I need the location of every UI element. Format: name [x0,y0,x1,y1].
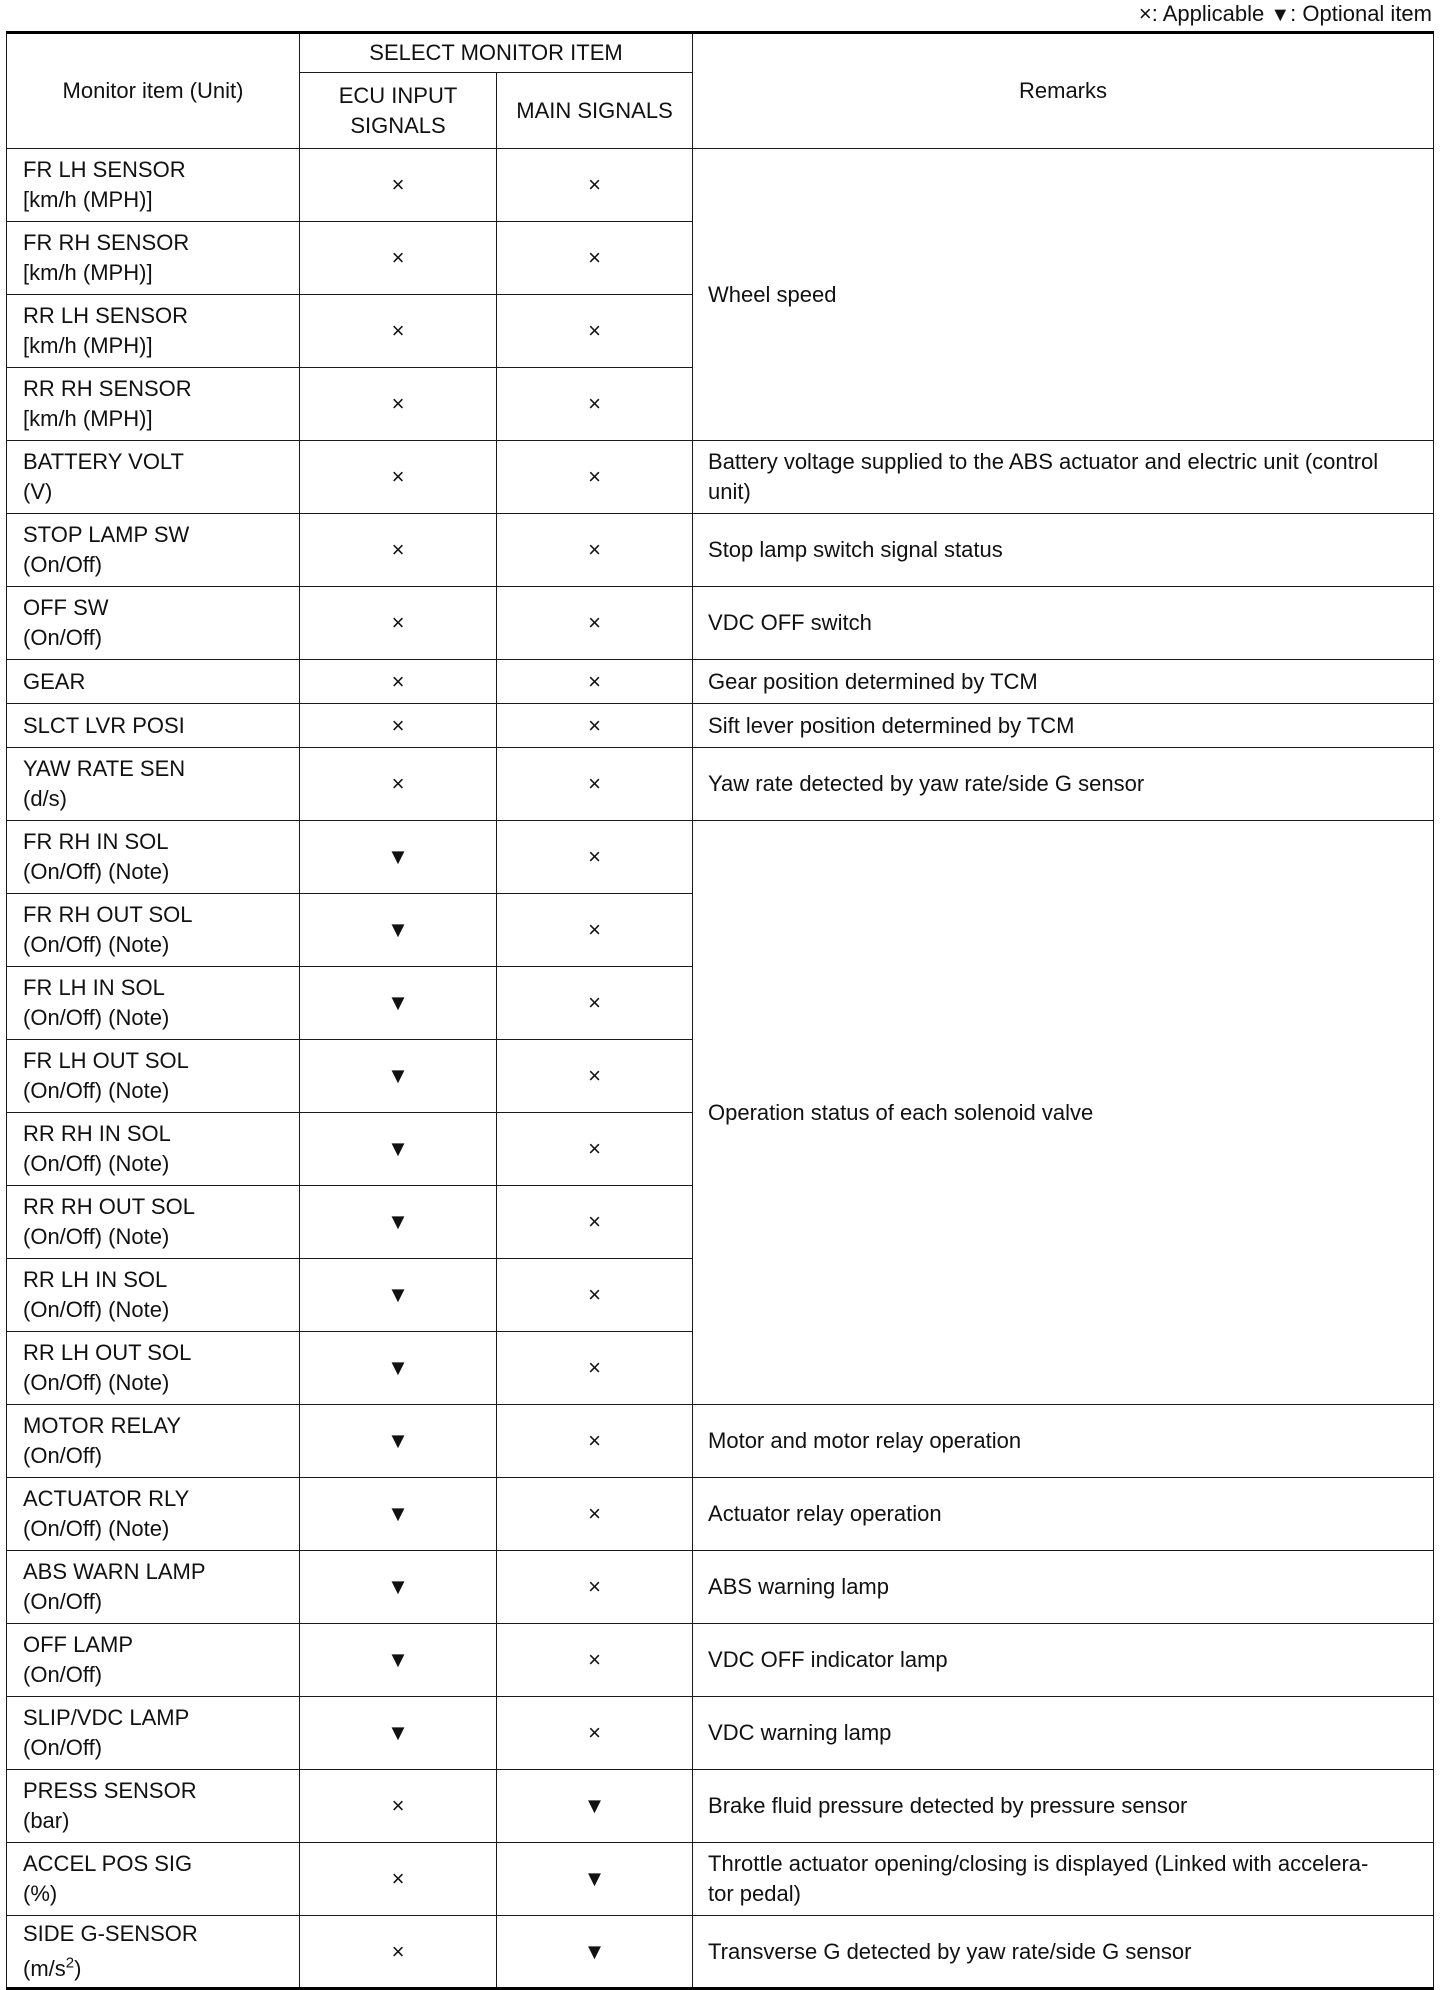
monitor-item-table [6,31,1434,1990]
main-signals-mark: × [497,1624,693,1697]
main-signals-mark: × [497,1259,693,1332]
monitor-item-cell [7,967,300,1040]
ecu-input-mark: × [300,748,497,821]
ecu-input-mark: ▼ [300,1697,497,1770]
ecu-input-mark: × [300,222,497,295]
remark-cell: Transverse G detected by yaw rate/side G sensor [693,1916,1434,1989]
item-unit: (On/Off) (Note) [23,1005,170,1030]
main-signals-mark: × [497,821,693,894]
item-name: SIDE G-SENSOR [23,1920,198,1946]
main-signals-mark: × [497,967,693,1040]
item-name: FR LH IN SOL [23,975,165,1000]
monitor-item-cell [7,1551,300,1624]
monitor-item-cell [7,1113,300,1186]
item-unit: (On/Off) (Note) [23,1151,170,1176]
main-signals-mark: × [497,1551,693,1624]
applicable-symbol: × [1138,1,1152,26]
table-row [7,660,1434,704]
table-row [7,1843,1434,1916]
remark-cell: Wheel speed [693,149,1434,441]
item-name: MOTOR RELAY [23,1413,182,1438]
item-unit: (On/Off) [23,1662,103,1687]
header-row [7,33,1434,73]
main-signals-mark: × [497,1697,693,1770]
item-name: ACCEL POS SIG [23,1851,193,1876]
ecu-input-mark: × [300,441,497,514]
remark-cell: Battery voltage supplied to the ABS actuator and electric unit (control unit) [693,441,1434,514]
item-unit: (On/Off) [23,1735,103,1760]
main-signals-mark: × [497,1405,693,1478]
item-unit: (On/Off) [23,1589,103,1614]
item-name: RR LH OUT SOL [23,1340,192,1365]
main-signals-mark: × [497,1332,693,1405]
ecu-input-mark: ▼ [300,1405,497,1478]
item-unit: [km/h (MPH)] [23,333,153,358]
monitor-item-cell [7,1040,300,1113]
remark-line2: tor pedal) [708,1881,801,1906]
item-unit: (d/s) [23,786,67,811]
item-name: FR RH SENSOR [23,230,190,255]
remark-cell: Motor and motor relay operation [693,1405,1434,1478]
monitor-item-cell [7,587,300,660]
main-signals-mark: ▼ [497,1916,693,1989]
monitor-item-cell [7,441,300,514]
ecu-input-mark: ▼ [300,967,497,1040]
table-row [7,1916,1434,1989]
remark-cell: Sift lever position determined by TCM [693,704,1434,748]
remark-cell [693,1843,1434,1916]
item-unit [23,1956,81,1981]
remark-cell: VDC OFF switch [693,587,1434,660]
item-name: OFF SW [23,595,109,620]
item-name: ABS WARN LAMP [23,1559,206,1584]
item-unit: (V) [23,479,53,504]
main-signals-mark: × [497,514,693,587]
ecu-input-mark: ▼ [300,821,497,894]
main-signals-mark: × [497,1186,693,1259]
ecu-input-mark: ▼ [300,1040,497,1113]
item-unit: (On/Off) (Note) [23,1297,170,1322]
item-name: FR RH OUT SOL [23,902,193,927]
table-row [7,1697,1434,1770]
ecu-input-mark: × [300,1843,497,1916]
remark-cell: VDC warning lamp [693,1697,1434,1770]
item-unit: (On/Off) (Note) [23,932,170,957]
ecu-input-mark: ▼ [300,894,497,967]
ecu-input-mark: ▼ [300,1259,497,1332]
item-unit: (On/Off) (Note) [23,1516,170,1541]
remarks-header: Remarks [693,33,1434,149]
item-name: RR RH SENSOR [23,376,192,401]
table-row [7,1405,1434,1478]
monitor-item-cell [7,368,300,441]
remark-cell: VDC OFF indicator lamp [693,1624,1434,1697]
monitor-item-cell [7,1478,300,1551]
remark-line1: Throttle actuator opening/closing is displayed (Linked with accelera- [708,1851,1369,1876]
main-signals-mark: × [497,222,693,295]
table-row [7,441,1434,514]
legend [1139,0,1432,28]
item-name: GEAR [23,668,86,694]
monitor-item-cell [7,1770,300,1843]
main-signals-mark: × [497,704,693,748]
remark-cell: Gear position determined by TCM [693,660,1434,704]
ecu-input-mark: × [300,1916,497,1989]
monitor-item-cell [7,1405,300,1478]
table-row [7,1770,1434,1843]
main-signals-mark: × [497,441,693,514]
item-unit: (On/Off) (Note) [23,1370,170,1395]
table-row [7,1624,1434,1697]
table-row [7,704,1434,748]
remark-cell: Brake fluid pressure detected by pressure sensor [693,1770,1434,1843]
item-name: FR LH SENSOR [23,157,186,182]
item-name: ACTUATOR RLY [23,1486,190,1511]
main-signals-mark: ▼ [497,1843,693,1916]
ecu-input-mark: ▼ [300,1478,497,1551]
item-name: RR RH OUT SOL [23,1194,195,1219]
unit-end: ) [74,1956,82,1982]
monitor-item-cell [7,821,300,894]
monitor-item-cell [7,1259,300,1332]
ecu-input-mark: ▼ [300,1551,497,1624]
item-unit: (On/Off) [23,625,103,650]
table-row [7,1551,1434,1624]
monitor-item-cell [7,1843,300,1916]
ecu-input-mark: × [300,295,497,368]
table-row [7,587,1434,660]
item-name: RR RH IN SOL [23,1121,171,1146]
ecu-input-mark: × [300,514,497,587]
monitor-item-cell [7,222,300,295]
optional-triangle-icon: ▼ [1270,4,1291,26]
monitor-item-cell [7,1697,300,1770]
remark-cell: Stop lamp switch signal status [693,514,1434,587]
remark-cell: Yaw rate detected by yaw rate/side G sensor [693,748,1434,821]
main-signals-mark: × [497,295,693,368]
item-unit: (On/Off) (Note) [23,1224,170,1249]
ecu-input-mark: × [300,704,497,748]
item-unit: (bar) [23,1808,70,1833]
monitor-item-cell [7,1916,300,1989]
main-signals-mark: × [497,149,693,222]
item-name: SLIP/VDC LAMP [23,1705,190,1730]
item-unit: (On/Off) [23,1443,103,1468]
main-signals-mark: × [497,587,693,660]
unit-base: (m/s [23,1956,66,1982]
main-signals-mark: × [497,1040,693,1113]
item-name: YAW RATE SEN [23,756,186,781]
item-name: STOP LAMP SW [23,522,190,547]
monitor-item-cell [7,704,300,748]
remark-cell: Actuator relay operation [693,1478,1434,1551]
monitor-item-cell [7,149,300,222]
item-unit: (On/Off) (Note) [23,1078,170,1103]
item-name: OFF LAMP [23,1632,134,1657]
monitor-item-cell [7,660,300,704]
table-row [7,514,1434,587]
ecu-input-mark: × [300,587,497,660]
optional-label: : Optional item [1290,1,1432,26]
item-name: BATTERY VOLT [23,449,184,474]
monitor-item-cell [7,514,300,587]
ecu-input-line2: SIGNALS [350,112,446,138]
applicable-label: : Applicable [1151,1,1265,26]
ecu-input-mark: ▼ [300,1113,497,1186]
item-name: PRESS SENSOR [23,1778,197,1803]
main-signals-mark: × [497,1113,693,1186]
table-row [7,748,1434,821]
item-name: RR LH IN SOL [23,1267,168,1292]
main-signals-mark: × [497,1478,693,1551]
main-signals-mark: ▼ [497,1770,693,1843]
item-unit: [km/h (MPH)] [23,187,153,212]
ecu-input-mark: ▼ [300,1186,497,1259]
table-row [7,1478,1434,1551]
main-signals-mark: × [497,368,693,441]
item-unit: (On/Off) (Note) [23,859,170,884]
remark-cell: Operation status of each solenoid valve [693,821,1434,1405]
item-unit: [km/h (MPH)] [23,406,153,431]
ecu-input-mark: ▼ [300,1624,497,1697]
item-unit: (On/Off) [23,552,103,577]
table-row [7,149,1434,222]
ecu-input-mark: × [300,660,497,704]
unit-superscript: 2 [65,1954,75,1972]
main-signals-mark: × [497,660,693,704]
select-monitor-item-header: SELECT MONITOR ITEM [300,33,693,73]
monitor-item-cell [7,894,300,967]
table-row [7,821,1434,894]
monitor-item-cell [7,1332,300,1405]
ecu-input-signals-header [300,73,497,149]
ecu-input-mark: × [300,149,497,222]
main-signals-mark: × [497,894,693,967]
item-name: RR LH SENSOR [23,303,189,328]
monitor-item-cell [7,748,300,821]
ecu-input-mark: × [300,1770,497,1843]
monitor-item-cell [7,295,300,368]
ecu-input-line1: ECU INPUT [338,82,458,108]
ecu-input-mark: ▼ [300,1332,497,1405]
item-name: FR LH OUT SOL [23,1048,189,1073]
monitor-item-header: Monitor item (Unit) [7,33,300,149]
monitor-item-cell [7,1624,300,1697]
item-unit: (%) [23,1881,58,1906]
remark-cell: ABS warning lamp [693,1551,1434,1624]
item-unit: [km/h (MPH)] [23,260,153,285]
main-signals-mark: × [497,748,693,821]
main-signals-header: MAIN SIGNALS [497,73,693,149]
item-name: SLCT LVR POSI [23,712,185,738]
ecu-input-mark: × [300,368,497,441]
item-name: FR RH IN SOL [23,829,169,854]
monitor-item-cell [7,1186,300,1259]
